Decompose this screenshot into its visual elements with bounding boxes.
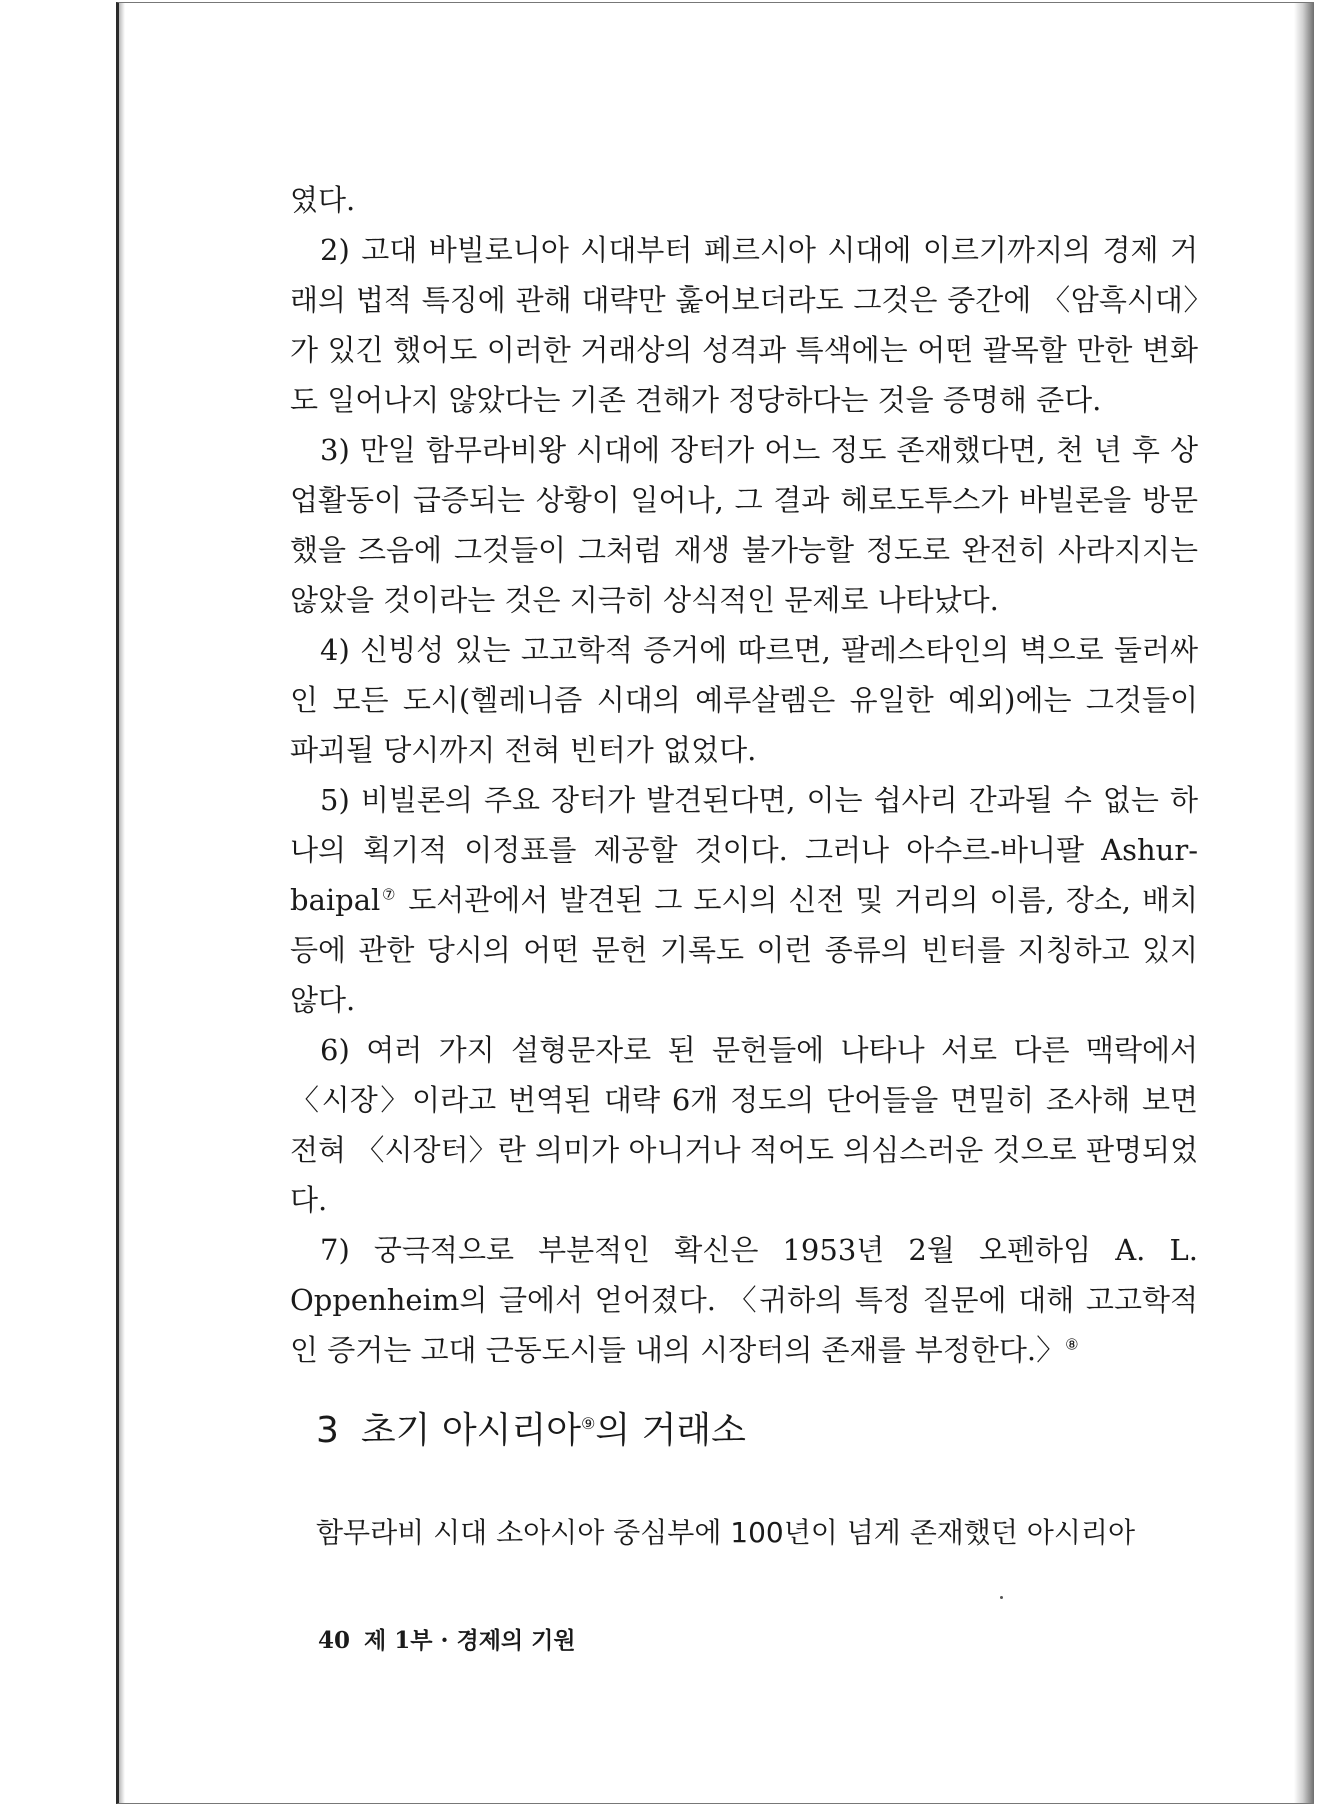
printing-speck xyxy=(1000,1596,1003,1599)
footnote-marker: ⑧ xyxy=(1065,1335,1079,1354)
paragraph-point-3: 3) 만일 함무라비왕 시대에 장터가 어느 정도 존재했다면, 천 년 후 상업활동이 급증되는 상황이 일어나, 그 결과 헤로도투스가 바빌론을 방문했을 즈음에 그것들이 그처럼 재생 불가능할 정도로 완전히 사라지지는 않았을 것이라는 것은 지극히 상식적인 문제로 나타났다. xyxy=(290,433,1198,617)
paragraph-point-5 xyxy=(290,775,1198,1025)
paragraph-text: 도서관에서 발견된 그 도시의 신전 및 거리의 이름, 장소, 배치 등에 관한 당시의 어떤 문헌 기록도 이런 종류의 빈터를 지칭하고 있지 않다. xyxy=(290,883,1198,1017)
paragraph-point-4: 4) 신빙성 있는 고고학적 증거에 따르면, 팔레스타인의 벽으로 둘러싸인 모든 도시(헬레니즘 시대의 예루살렘은 유일한 예외)에는 그것들이 파괴될 당시까지 전혀 빈터가 없었다. xyxy=(290,633,1198,767)
section-body-text: 함무라비 시대 소아시아 중심부에 100년이 넘게 존재했던 아시리아 xyxy=(316,1516,1135,1549)
paragraph-text: 5) 비빌론의 주요 장터가 발견된다면, 이는 쉽사리 간과될 수 없는 하나의 획기적 이정표를 제공할 것이다. 그러나 아수르-바니팔 Ashur-baipal xyxy=(290,783,1198,917)
paragraph-point-7 xyxy=(290,1225,1198,1375)
page-edge-shadow xyxy=(1294,3,1314,1803)
paragraph-point-6: 6) 여러 가지 설형문자로 된 문헌들에 나타나 서로 다른 맥락에서 〈시장〉이라고 번역된 대략 6개 정도의 단어들을 면밀히 조사해 보면 전혀 〈시장터〉란 의미가 아니거나 적어도 의심스러운 것으로 판명되었다. xyxy=(290,1033,1198,1217)
section-title: 초기 아시리아 xyxy=(360,1410,582,1451)
running-footer-title: 제 1부 · 경제의 기원 xyxy=(364,1627,576,1654)
section-heading xyxy=(316,1402,746,1453)
page-gutter-shadow xyxy=(119,3,125,1803)
footnote-marker: ⑨ xyxy=(581,1414,596,1433)
page-number: 40 xyxy=(318,1627,351,1654)
section-title: 의 거래소 xyxy=(595,1410,746,1451)
body-text xyxy=(290,175,1198,1375)
paragraph-text: 7) 궁극적으로 부분적인 확신은 1953년 2월 오펜하임 A. L. Oppenheim의 글에서 얻어졌다. 〈귀하의 특정 질문에 대해 고고학적인 증거는 고대 근동도시들 내의 시장터의 존재를 부정한다.〉 xyxy=(290,1233,1198,1367)
paragraph-continuation: 였다. xyxy=(290,183,356,217)
paragraph-point-2: 2) 고대 바빌로니아 시대부터 페르시아 시대에 이르기까지의 경제 거래의 법적 특징에 관해 대략만 훑어보더라도 그것은 중간에 〈암흑시대〉가 있긴 했어도 이러한 거래상의 성격과 특색에는 어떤 괄목할 만한 변화도 일어나지 않았다는 기존 견해가 정당하다는 것을 증명해 준다. xyxy=(290,233,1198,417)
page-footer xyxy=(318,1622,576,1655)
footnote-marker: ⑦ xyxy=(380,885,398,904)
section-number: 3 xyxy=(316,1410,339,1451)
